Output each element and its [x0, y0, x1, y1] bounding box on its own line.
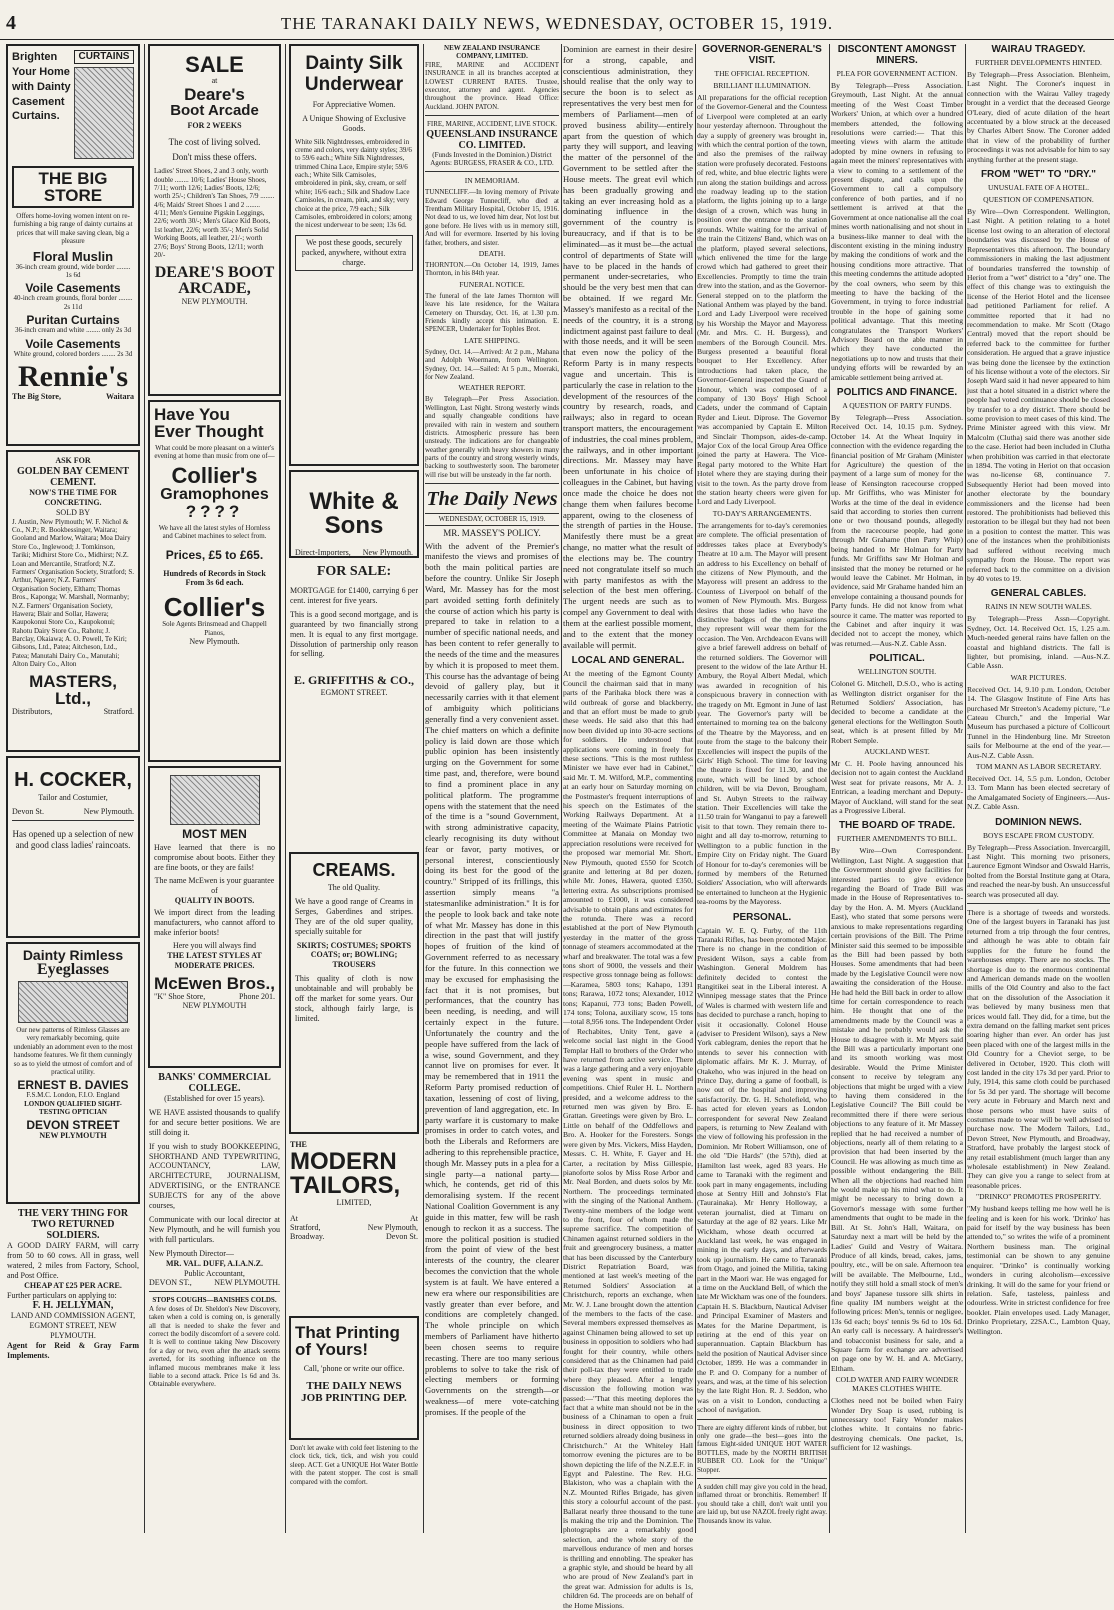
- memoriam-head: IN MEMORIAM.: [464, 176, 520, 186]
- column-rule: [561, 44, 562, 1533]
- collier-town: New Plymouth.: [189, 637, 240, 647]
- griffiths-sale: FOR SALE:: [316, 564, 392, 579]
- creams-head: CREAMS.: [312, 860, 396, 880]
- silk-sub: For Appreciative Women.: [312, 99, 396, 109]
- column-rule: [965, 44, 966, 1533]
- column-rule: [695, 44, 696, 1533]
- mcewen-quality: QUALITY IN BOOTS.: [174, 895, 255, 905]
- tailors-right-2: Devon St.: [386, 1231, 418, 1241]
- qld-text: (Funds Invested in the Dominion.) District Agents: BURGESS, FRASER & CO., LTD.: [430, 150, 554, 167]
- memoriam-text: TUNNECLIFF.—In loving memory of Private Edward George Tunnecliff, who died at Trentham Military Hospital, October 15, 1916. Not dead to us, we loved him dear, Not lost but gone before. He lives with us in memory still, And will for evermore. Inserted by his loving father, brothers, and sister.: [425, 188, 559, 247]
- printing-name: THE DAILY NEWS JOB PRINTING DEP.: [301, 1379, 407, 1404]
- collier-text-1: What could be more pleasant on a winter's evening at home than music from one of—: [154, 444, 275, 461]
- collier-question: ????: [185, 501, 244, 521]
- today-head: TO-DAY'S ARRANGEMENTS.: [712, 508, 812, 518]
- sale-store: Deare's: [184, 84, 245, 104]
- qld-name: QUEENSLAND INSURANCE CO. LIMITED.: [426, 128, 558, 151]
- wet-dry-sub-2: QUESTION OF COMPENSATION.: [983, 195, 1094, 205]
- davies-name: ERNEST B. DAVIES: [17, 1078, 129, 1093]
- creams-text-1: We have a good range of Creams in Serges, Gaberdines and stripes. They are of the old super quality, specially suitable for: [295, 896, 413, 936]
- stops-head: STOPS COUGHS—BANISHES COLDS.: [152, 1296, 277, 1305]
- voile-casements-head: Voile Casements: [25, 281, 121, 296]
- farm-agent: F. H. JELLYMAN,: [32, 1300, 114, 1312]
- drinko-head: "DRINKO" PROMOTES PROSPERITY.: [976, 1192, 1101, 1202]
- auckland-text: Mr C. H. Poole having announced his decision not to again contest the Auckland West seat for private reasons, Mr A. J. Entrican, a leading merchant and Deputy-Mayor of Auckland, will stand for the seat as a Progressive Liberal.: [831, 759, 963, 816]
- college-name: BANKS' COMMERCIAL COLLEGE.: [158, 1072, 271, 1094]
- tom-mann-text: Received Oct. 14, 5.5 p.m. London, October 13. Tom Mann has been elected secretary of the Amalgamated Society of Engineers.—Aus-N.Z. Cable Assn.: [967, 774, 1110, 812]
- collier-text-2: We have all the latest styles of Hornless and Cabinet machines to select from.: [158, 523, 271, 541]
- deare-town: NEW PLYMOUTH.: [181, 297, 248, 307]
- column-rule: [285, 44, 286, 1533]
- dominion-head: DOMINION NEWS.: [995, 816, 1082, 828]
- tailors-and: At: [410, 1213, 418, 1223]
- white-sons-name: White & Sons: [309, 488, 399, 539]
- local-general-text: At the meeting of the Egmont County Council the chairman said that in many parts of the Parihaka block there was a wild outbreak of gorse and blackberry, and that an effort must be made to grub these weeds. He said also that this had now been divided up into 30-acre sections for soldiers. He understood that applications were coming in freely for these sections. "This is the most ruthless Minister we have ever had in Cabinet," said Mr. T. M. Wilford, M.P., commenting at an early hour on Saturday morning on the Postmaster's frequent interruptions of his speech on the Estimates of the Working Railways Department. At a meeting of the Waimate Plains Patriotic Committee at Manaia on Monday two appreciation resolutions were received for the proposed war memorial Mr. Short, New Plymouth, quoted £550 for Scotch granite and lettering at 8d per dozen, while Mr. Jones, Hawera, quoted £350, lettering extra. As subscriptions promised amounted to £1000, it was considered advisable to obtain plans and estimates for the rotunda. There was a record established at the port of New Plymouth yesterday in the matter of the gross tonnage of steamers accommodated at the wharf and breakwater. The total was a few tons short of 9000, the vessels and their respective gross tonnage being as follows:—Karamea, 5803 tons; Kahapo, 1391 tons; Rarawa, 1072 tons; Alexander, 1012 tons; Kapanui, 773 tons; Baden Powell, 174 tons; Tolona, auxiliary scow, 15 tons—total 8,956 tons. The Independent Order of Rechabites, Unity Tent, gave a welcome social last night in the Good Templar Hall to brothers of the Order who have returned from active service. There was a large gathering and a very enjoyable evening was spent in music and competitions. Chief Ruler H. L. Northern presided, and a welcome address to the returned men was given by Bro. E. Grattan. Greetings were given by Bro. L. Little on behalf of the Oddfellows and Bro. A. Hooker for the Foresters. Songs were given by Mrs. Vickers, Miss Hayden, Messrs. C. H. White, F. Gayer and H. Carter, a recitation by Miss Gillespie, pianoforte solos by Miss Rose Arbor and Mr. Neal Borden, and duets solos by Mr. Northern. The proceedings terminated with the singing of the National Anthem. Twenty-nine members of the lodge went to the front, four of whom made the supreme sacrifice. The competition of Chinamen against returned soldiers in the fruit and greengrocery business, a matter that has been discussed by the Canterbury District Repatriation Board, was mentioned at last week's meeting of the Returned Soldiers' Association at Christchurch, reports an exchange, when Mr. W. J. Lane brought down the attention of the members to the facts of the case. Several members expressed themselves as against Chinamen being allowed to set up business in opposition to soldiers who had fought for their country, while others considered that as the Chinamen had paid their poll-tax they were entitled to trade where they pleased. After a lengthy discussion the following motion was passed:—"That this meeting deplores the fact that a white man should not be in the business of a Chinaman to open a fruit business in direct opposition to two returned soldiers already doing business in Christchurch." At the Whiteley Hall tomorrow evening the pictures are to be shown depicting the life of the N.Z.E.F. in Egypt and Palestine. The Rev. H.G. Blakiston, who was a chaplain with the N.Z. Mounted Rifles Brigade, has given this story a colourful account of the past. Ballarat nearly three thousand to the tune is making the trip and the Dominion. The photographs are a remarkably good selection, and the whole story of the marvellous endurance of men and horses is thrilling and ennobling. The speaker has a graphic style, and should be heard by all who are proud of New Zealand's part in the great war. Admission for adults is 1s, children 6d. The proceeds are on behalf of the Home Missions.: [563, 669, 693, 1610]
- griffiths-addr: EGMONT STREET.: [320, 688, 388, 698]
- gg-text: All preparations for the official reception of the Governor-General and the Countess of Liverpool were completed at an early hour yesterday afternoon. Throughout the day a supply of greenery was brought in, with which the central portion of the town, and also the premises of the railway station were profusely decorated. Festoons of red, white, and blue electric lights were run along the station buildings and across the roadway leading up to the station platform, the lights joining up to a large design of a crown, which was hung in position over the entrance to the station grounds. While waiting for the arrival of the train the Citizens' Band, which was on the platform, played several selections, which enlivened the time for the large crowd which had gathered to greet their Excellencies. Promptly to time the train drew into the station, and as the Governor-General stepped on to the platform the National Anthem was played by the band. Lord and Lady Liverpool were received by his Worship the Mayor and Mayoress (Mr. and Mrs. C. H. Burgess), and members of the Borough Council. Mrs. Burgess presented a beautiful floral bouquet to Her Excellency. After introductions had taken place, the Governor-General inspected the Guard of Honour, which was composed of a company of 130 Boys' High School Cadets, under the command of Captain Ryder and Lieut. Diprose. The Governor was accompanied by Captain E. Milton and Sinclair Thompson, aides-de-camp. Major Cox of the local Group Area Office joined the party at Hawera. The Vice-Regal party motored to the White Hart Hotel where they are staying during their visit to the town. As the party drove from the station hearty cheers were given for Lord and Lady Liverpool.: [697, 93, 827, 507]
- farm-apply: Further particulars on applying to:: [7, 1290, 117, 1300]
- political-head: POLITICAL.: [869, 653, 925, 665]
- cement-head: GOLDEN BAY CEMENT: [16, 465, 130, 477]
- floral-muslin-text: 36-inch cream ground, wide border ........ 1s 6d: [15, 262, 131, 279]
- death-text: THORNTON.—On October 14, 1919, James Thornton, in his 84th year.: [425, 261, 559, 278]
- mcewen-styles: THE LATEST STYLES AT MODERATE PRICES.: [167, 951, 262, 970]
- nz-insurance-head: NEW ZEALAND INSURANCE COMPANY, LIMITED.: [444, 44, 540, 61]
- shortage-text: There is a shortage of tweeds and worsteds. One of the largest buyers in Taranaki has just returned from a trip through the four centres, and although he was able to obtain fair supplies for the future he found the warehouses empty. There are no stocks. The shortage is due to the enormous continental and American demands made on the woollen mills of the Old Country and also to the fact that on the dissolution of the Association it was believed by many business men that prices would fall. They did, for a time, but the extra demand on the falling market sent prices soaring higher than ever. An order has just been placed with one of the largest mills in the Old Country for a Cheviot serge, to be delivered in October, 1920. This cloth will cost landed in the city 17s 3d per yard. Prior to July, 1914, this same cloth could be purchased for 5s 3d per yard. The shortage will become very acute in February and March next and those persons who must have suits of costumes made to wear will be well advised to purchase now. The Modern Tailors, Ltd., Devon Street, New Plymouth, and Broadway, Stratford, have probably the largest stock of any retail establishment (much larger than any wholesale establishment) in New Zealand. They can give you a range to select from at reasonable prices.: [967, 908, 1110, 1190]
- davies-head-2: Eyeglasses: [37, 961, 109, 978]
- weather-head: WEATHER REPORT.: [458, 383, 526, 393]
- column-4: [425, 44, 559, 1533]
- sale-head: SALE: [185, 52, 244, 77]
- qld-head: FIRE, MARINE, ACCIDENT, LIVE STOCK.: [426, 120, 558, 129]
- silk-head: Dainty Silk Underwear: [304, 53, 404, 95]
- listen-notice: Don't let awake with cold feet listening to the clock tick, tick, tick, and wish you could sleep. ACT. Get a UNIQUE Hot Water Bottle with the patent stopper. The cost is small compared with the comfort.: [290, 1444, 418, 1486]
- column-6: [697, 44, 827, 1533]
- cocker-text: Has opened up a selection of new and good class ladies' raincoats.: [12, 828, 134, 851]
- cement-now: NOW'S THE TIME FOR CONCRETING.: [29, 487, 117, 507]
- voile-casements-2-text: White ground, colored borders ........ 2s 3d: [13, 349, 133, 358]
- drinko-text: "My husband keeps telling me how well he is feeling and is keen for his work. 'Drinko' has paid for itself by the way business has been attended to," so writes the wife of a prominent Northern business man. The original testimonial can be shown to any genuine enquirer. "Drinko" is continually working wonders in curing alcoholism—excessive drinking. It will do the same for your friend or relation. Safe, tasteless, painless and odourless. Write in strictest confidence for free booklet. Plain envelopes used. Lady Manager, Drinko Proprietary, 22SA.C., Lambton Quay, Wellington.: [967, 1204, 1110, 1336]
- davies-addr: DEVON STREET: [26, 1117, 120, 1132]
- rennie-foot-right: Waitara: [106, 391, 134, 401]
- rennie-curtains-label: CURTAINS: [74, 50, 134, 64]
- voile-casements-2-head: Voile Casements: [25, 336, 121, 351]
- column-rule: [423, 44, 424, 1533]
- curtain-illustration-icon: [74, 67, 134, 159]
- dunlop-text: There are eighty different kinds of rubber, but only one grade—the best—goes into the famous Eight-sided UNIQUE HOT WATER BOTTLES, made by the NORTH BRITISH RUBBER CO. Look for the "Unique" Stopper.: [697, 1423, 827, 1474]
- sale-miss: Don't miss these offers.: [172, 151, 257, 162]
- boys-escape-text: By Telegraph—Press Association. Invercargill, Last Night. This morning two prisoners, Laurence Egmont Windsor and Oswald Harris, bolted from the Borstal Institute gang at Otara, and reached the near-by bush. An unsuccessful search was prosecuted all day.: [967, 842, 1110, 899]
- today-text: The arrangements for to-day's ceremonies are complete. The official presentation of addresses takes place at Everybody's Theatre at 10 a.m. The Mayor will present an address to his Excellency on behalf of the citizens of New Plymouth, and the Mayoress will present an address to the Countess of Liverpool on behalf of the women of New Plymouth. Mrs. Burgess desires that those ladies who have the distinctive badges of the organisations they represent will wear them for the occasion. The Ven. Archdeacon Evans will give a brief farewell address on behalf of the returned soldiers. The Governor will present to the widow of the late Arthur H. Ambury, the Royal Albert Medal, which was awarded in recognition of his conspicuous bravery in connection with the tragedy on Mt. Egmont in June of last year. The Governor's party will be entertained to morning tea on the balcony of the Theatre by the Mayoress, and en route from the stage to the balcony their Excellencies will inspect the pupils of the Girls' High School. The time for leaving the theatre is fixed for 11.30, and the route, which will be lined by school children, will be via Devon, Brougham, and St. Aubyn Streets to the railway station. Their Excellencies will take the 11.50 train for Wanganui to pay a farewell visit to that town. They remain there to-night and all day to-morrow, returning to Wellington to a public function in the Empire City on Friday night. The Guard of Honour for to-day's ceremonies will be formed by members of the Returned Soldiers' Association, who will afterwards be entertained to luncheon at the Hygienic tea-rooms by the Mayoress.: [697, 520, 827, 907]
- tailors-left: Stratford,: [290, 1222, 321, 1232]
- printing-call: Call, 'phone or write our office.: [303, 1364, 405, 1373]
- college-director: New Plymouth Director—: [149, 1248, 234, 1258]
- college-est: (Established for over 15 years).: [164, 1094, 265, 1103]
- miners-sub: PLEA FOR GOVERNMENT ACTION.: [836, 69, 958, 78]
- sale-intro: The cost of living solved.: [168, 136, 261, 147]
- wairau-head: WAIRAU TRAGEDY.: [991, 44, 1086, 55]
- funds-text: By Telegraph—Press Association. Received Oct. 14, 10.15 p.m. Sydney, October 14. At the Wheat Inquiry in connection with the evidence regarding the financial position of Mr Graham (Minister for Agriculture) the question of the payment of a large sum of money for the lease of Kensington racecourse cropped up. Mr Griffiths, who was Minister for Works at the time of the deal in evidence said that according to stories then current one or two thousand pounds, allegedly from the racecourse people, had gone through Mr Grahame (then Party Whip) being handed to Mr Holman for Party funds. Mr Griffiths saw Mr Holman and insisted that the money be returned or he would leave the Cabinet. Mr Holman, in evidence, said Mr Grahame handed him an envelope containing a thousand pounds for Party funds. He did not know from what source it came. The matter was reported to the Cabinet and after inquiry it was decided not to accept the money, which was returned.—Aus-N.Z. Cable Assn.: [831, 413, 963, 648]
- cold-text: A sudden chill may give you cold in the head, inflamed throat or bronchitis. Remember! If you should take a chill, don't wait until you are laid up, but use NAZOL freely right away. Thousands know its value.: [697, 1483, 827, 1525]
- masthead: [0, 0, 1114, 40]
- column-3: [287, 44, 421, 1533]
- cocker-name: H. COCKER,: [14, 769, 132, 791]
- griffiths-text-1: MORTGAGE for £1400, carrying 6 per cent. interest for five years.: [290, 586, 418, 605]
- paper-name: The Daily News: [426, 488, 558, 511]
- davies-quals: F.S.M.C. London, F.I.O. England: [26, 1091, 120, 1100]
- farm-head: THE VERY THING FOR TWO RETURNED SOLDIERS.: [17, 1208, 129, 1241]
- trade-text: By Wire—Own Correspondent. Wellington, Last Night. A suggestion that the Government should give facilities for interested parties to give evidence regarding the Board of Trade Bill was made in the House of Representatives to-day by the Hon. A. M. Myers (Auckland East), who stated that some persons were anxious to make representations regarding certain provisions of the Bill. The Prime Minister said this seemed to be impossible as the Bill had been passed by both Houses. Some amendments that had been made by the Legislative Council were now awaiting the consideration of the House. He had held the Bill back in order to allow time for certain correspondence to reach him. He thought that one of the amendments made by the Council was a mistake and he probably would ask the House to disagree with it. Mr Myers said the Bill was a particularly important one and its smooth working was most desirable. Would the Prime Minister consent to receive by telegram any objections that might be urged with a view to having them considered in the Legislative Council? The Bill could be recommitted there if there were serious objections to any feature of it. Mr Massey replied that he had received a number of objections, nearly all of them relating to a provision that had been inserted by the Council. He was allowing as much time as possible without endangering the Bill. When all the objections had reached him he would make up his mind what to do. It might be necessary to bring down a Governor's message with some further amendments that ought to be made in the Bill. At St. John's Hall, Waitara, on Saturday next a mart will be held by the Ladies' Guild and Vestry of Waitara. Produce of all kinds, bread, cakes, jams, poultry, etc., will be on sale. Afternoon tea will be available. The Melbourne, Ltd., notify they still hold a small stock of men's and boys' Japanese tussore silk shirts in fine quality IM numbers weight at the following prices: Men's, tennis or negligee, 13s 6d each; boys' tennis 9s 6d to 10s 6d. An early call is necessary. A hairdresser's and tobacconist business for sale, and a Square farm for exchange are advertised on page one by W. H. and A. McGarry, Eltham.: [831, 846, 963, 1373]
- silk-underwear-advert: [289, 44, 419, 466]
- cement-head-2: CEMENT.: [50, 476, 96, 488]
- mcewen-advert: [148, 766, 281, 1068]
- local-general-head: LOCAL AND GENERAL.: [571, 655, 685, 667]
- collier-brand: Collier's: [171, 462, 258, 488]
- deare-sale-advert: [148, 44, 281, 396]
- mcewen-name: McEwen Bros.,: [154, 973, 275, 993]
- cocker-advert: [6, 756, 140, 938]
- mcewen-text-4: Here you will always find: [172, 941, 257, 951]
- cement-stockists: J. Austin, New Plymouth; W. F. Nichol & Co., N.P.; R. Bookbessinger, Waitara; Gooland and Marlow, Waitara; Moa Dairy Store Co., Inglewood; J. Tomkinson, Tariki; Midhirst Store Co., Midhirst; N.Z. Loan and Mercantile, Stratford; N.Z. Farmers' Organisation Society, Stratford; S. Arthur, Ngaere; N.Z. Farmers' Organisation Society, Eltham; Thomas Bros., Kaponga; W. Marshall, Normanby; N.Z. Farmers' Organisation Society, Hawera; Blair and Sollar, Hawera; Kaupokonui Store Co., Kaupokonui; Rahotu Dairy Store Co., Rahotu; J. Barclay, Okaiawa; A. O. Powell, Te Kiri; Gibsons, Ltd., Patea; Aitcheson, Ltd., Patea; Manutahi Dairy Co., Manutahi; Alton Dairy Co., Alton: [12, 517, 134, 669]
- creams-uses: SKIRTS; COSTUMES; SPORTS COATS; or; BOWLING; TROUSERS: [296, 940, 412, 970]
- davies-advert: [6, 942, 140, 1204]
- cement-advert: [6, 450, 140, 752]
- rains-text: By Telegraph—Press Assn—Copyright. Sydney, Oct. 14. Received Oct. 15, 1.25 a.m. Much-needed general rains have fallen on the coastal and highland districts. The fall is lighter, but promising, inland. —Aus-N.Z. Cable Assn.: [967, 614, 1110, 671]
- mcewen-text-3: We import direct from the leading manufacturers, who cannot afford to make inferior boots!: [154, 908, 275, 938]
- shipping-text: Sydney, Oct. 14.—Arrived: At 2 p.m., Mahana and Adolph Woermann, from Wellington. Sydney, Oct. 14.—Sailed: At 5 p.m., Moeraki, for New Zealand.: [425, 347, 559, 381]
- trade-sub: FURTHER AMENDMENTS TO BILL.: [836, 834, 958, 844]
- farm-advert: [4, 1208, 142, 1361]
- printing-advert: [289, 1316, 419, 1440]
- college-addr-left: DEVON ST.,: [149, 1278, 192, 1288]
- rennie-offers: Offers home-loving women intent on re-furnishing a big range of dainty curtains at prices that will make saving clean, big a pleasure: [13, 212, 133, 246]
- collier-advert: [148, 400, 281, 762]
- tailors-the: THE: [290, 1140, 307, 1149]
- death-head: DEATH.: [478, 249, 506, 259]
- collier-head-1: Have You: [154, 405, 230, 424]
- boot-illustration-icon: [170, 775, 260, 825]
- wairau-text: By Telegraph—Press Association. Blenheim, Last Night. The Coroner's inquest in connection with the Wairau Valley tragedy brought in a verdict that the deceased George O'Leary, died of acute dilation of the heart accentuated by a blow struck at the deceased by Charles Albert Snow. The Coroner added that in view of the probability of further proceedings it was not advisable for him to say anything further at the present stage.: [967, 70, 1110, 164]
- column-rule: [829, 44, 830, 1533]
- column-7: [831, 44, 963, 1533]
- personal-text: Captain W. E. Q. Furby, of the 11th Taranaki Rifles, has been promoted Major. There is no change in the condition of President Wilson, says a cable from Washington. General Moldrem has definitely decided to contest the Rangitikei seat in the Liberal interest. A Winnipeg message states that the Prince of Wales is charmed with western life and has decided to purchase a ranch, hoping to visit it occasionally. Colonel House (adviser to President Wilson), says a New York cablegram, denies the report that he intends to sever his connection with diplomatic affairs. Mr K. J. Murray, of Otakeho, who was injured in the head on Prince Day, during a game of football, is now out of the hospital and improving satisfactorily. Dr. G. H. Scholefield, who has acted for eleven years as London correspondent for several New Zealand papers, is returning to New Zealand with the view of following his profession in the Dominion. Mr Robert Williamson, one of the old "Die Hards" (the 57th), died at Hamilton last week, aged 83 years. He came to Taranaki with the regiment and took part in many engagements, including those at Sentry Hill and Johnsto's Flat (Taurainaka). Mr Henry Holloway, a veteran journalist, died at Timaru on Saturday at the age of 82 years. Like Mr Wickham, whose death occurred at Auckland last week, he was engaged in mining in the early days, and afterwards took up journalism. He came to Taranaki from Otago, and joined the Militia, taking part in the Maori war. He was engaged for a time on the Auckland Bell, of which the late Mr Wickham was one of the founders. Captain H. S. Blackburn, Nautical Adviser and Principal Examiner of Masters and Mates for the Marine Department, is retiring at the end of this year on superannuation. Captain Blackburn has held the position of Nautical Adviser since October, 1899. He was a commander in the P. and O. Company for a number of years, and was, at the time of his selection by the late Right Hon. R. J. Seddon, who was on a visit to London, conducting a school of navigation.: [697, 925, 827, 1415]
- column-rule: [144, 44, 145, 1533]
- trade-head: THE BOARD OF TRADE.: [838, 820, 956, 832]
- silk-post: We post these goods, securely packed, anywhere, without extra charge.: [295, 235, 413, 271]
- griffiths-advert: [287, 564, 421, 852]
- mcewen-addr-right: Phone 201.: [239, 991, 275, 1001]
- cocker-left: Devon St.: [12, 806, 44, 816]
- griffiths-name: E. GRIFFITHS & CO.,: [293, 673, 414, 688]
- column-1: [4, 44, 142, 1533]
- wet-dry-sub-1: UNUSUAL FATE OF A HOTEL.: [987, 183, 1090, 193]
- college-advert: [146, 1072, 283, 1389]
- modern-tailors-advert: [287, 1140, 421, 1316]
- rennie-headline: Brighten Your Home with Dainty Casement Curtains.: [12, 51, 71, 123]
- wet-dry-head: FROM "WET" TO "DRY.": [980, 169, 1097, 181]
- nz-insurance-text: FIRE, MARINE and ACCIDENT INSURANCE in all its branches accepted at LOWEST CURRENT RATES. Trustee, executor, attorney and agent. Agencies throughout the province. Head Office: Auckland. JOHN PATON.: [425, 60, 559, 111]
- auckland-head: AUCKLAND WEST.: [864, 747, 930, 756]
- puritan-curtains-head: Puritan Curtains: [26, 313, 120, 328]
- tailors-at: At: [290, 1213, 298, 1223]
- policy-head: MR. MASSEY'S POLICY.: [443, 527, 541, 538]
- collier-records: Hundreds of Records in Stock From 3s 6d each.: [163, 568, 266, 588]
- cement-sold: SOLD BY: [55, 507, 90, 517]
- griffiths-text-2: This is a good second mortgage, and is guaranteed by two financially strong men. It is equal to any first mortgage. Dissolution of partnership only reason for selling.: [290, 609, 418, 659]
- collier-product: Gramophones: [160, 485, 269, 503]
- masters-name: MASTERS, Ltd.,: [29, 671, 117, 708]
- college-director-name: MR. VAL. DUFF, A.I.A.N.Z.: [166, 1258, 263, 1268]
- creams-advert: [289, 852, 419, 1134]
- mcewen-town: NEW PLYMOUTH: [182, 1000, 247, 1010]
- printing-head: That Printing of Yours!: [295, 1323, 400, 1359]
- weather-text: By Telegraph—Per Press Association. Wellington, Last Night. Strong westerly winds and squally changeable conditions have prevailed with rain in western and southern districts. Atmospheric pressure has been unsteady. The indications are for changeable weather generally with heavy showers in many parts of the country and strong westerly winds, backing to southwesterly soon. The barometer will rise but will be unsteady in the far north.: [425, 395, 559, 479]
- personal-head: PERSONAL.: [732, 911, 792, 923]
- white-sons-left: Direct-Importers,: [295, 548, 351, 557]
- eyeglasses-illustration-icon: [18, 981, 128, 1023]
- policy-text: With the advent of the Premier's manifesto the views and promises of both the main political parties are before the country. Unlike Sir Joseph Ward, Mr. Massey has for the most part avoided setting forth definitely the course of action which his party is prepared to take in relation to a number of specific national needs, and has been content to refer generally to the needs of the time and the measures by which it is proposed to meet them. This course has the advantage of being devoid of gallery play, but it necessarily carries with it that element of ambiguity which politicians generally find a very convenient asset. The chief matters on which a definite policy is laid down are those which public opinion has been insistently urging on the Government for some time past, and, therefore, were bound to find a prominent place in any political platform. The programme opens with the statement that the need of the time is a "sound Government, with strong administrative capacity, clearly recognising its duty without fear or favor, party motives, or personal interest, conscientiously doing its best for the good of the country." Stripped of its frillings, this assertion simply means "a statesmanlike administration." It is for the people to look back and take note of what Mr. Massey has done in this direction in the past that will justify hopes of fruition of the kind of Government referred to as necessary for the future. In this connection we may be excused for emphasising the fact that it is not promises, but performances, that the country has been needing, is needing, and will certainly expect in the future. Unfortunately the country and the people have suffered from the lack of a wise, sound Government, and they cannot live on promises for ever. It may be remembered that in 1911 the Reform Party promised reduction of taxation, lessening of cost of living, prevention of land aggregation, etc. In party warfare it is customary to make promises in order to catch votes, and both the Liberals and Reformers are adhering to this reprehensible practice, though Mr. Massey puts in a plea for a single party—a national party—which, he contends, get rid of this demoralising system. If the recent National Coalition Government is any guide in this matter, few will be rash enough to reckon it as a success. The more the political position is studied from the point of view of the best interests of the country, the clearer becomes the conviction that the whole system is at fault. We have entered a new era where our responsibilities are vastly greater than ever before, and conditions are completely changed. The whole principle on which members of Parliament have hitherto been chosen seems to require recasting. There are too many serious problems to solve to take the risk of electing members or forming Governments on the strength—or weakness—of mere vote-catching promises. If the people of the: [425, 540, 559, 1417]
- rennie-advert: [6, 44, 140, 446]
- mcewen-addr-left: "K" Shoe Store,: [154, 991, 206, 1001]
- funeral-text: The funeral of the late James Thornton will leave his late residence, for the Waitara Cemetery on Thursday, Oct. 16, at 1.30 p.m. Friends kindly accept this intimation. E. SPENCER, Undertaker for Tophles Brot.: [425, 291, 559, 334]
- wellington-text: Colonel G. Mitchell, D.S.O., who is acting as Wellington district organiser for the Returned Soldiers' Association, has decided to become a candidate at the general elections for the Wellington South seat, which is at present filled by Mr Robert Semple.: [831, 679, 963, 745]
- gg-head: GOVERNOR-GENERAL'S VISIT.: [702, 44, 822, 66]
- gg-sub-1: THE OFFICIAL RECEPTION.: [714, 69, 810, 78]
- mcewen-text-2: The name McEwen is your guarantee of: [154, 875, 275, 895]
- farm-agent-2: LAND AND COMMISSION AGENT, EGMONT STREET, NEW PLYMOUTH.: [10, 1311, 136, 1341]
- davies-text: Our new patterns of Rimless Glasses are very remarkably becoming, quite undeniably an adornment even to the most handsome features. We fit them cunningly so as to yield the utmost of comfort and of practical utility.: [13, 1026, 133, 1076]
- college-text-3: Communicate with our local director at New Plymouth, and he will furnish you with full particulars.: [149, 1214, 280, 1244]
- college-text-1: WE HAVE assisted thousands to qualify for and secure better positions. We are still doing it.: [149, 1107, 280, 1137]
- shipping-head: LATE SHIPPING.: [464, 335, 520, 345]
- farm-text: A GOOD DAIRY FARM, will carry from 50 to 60 cows. All in grass, well watered, 2 miles from Factory, School, and Post Office.: [7, 1241, 139, 1280]
- policy-continued: Dominion are earnest in their desire for a strong, capable, and conscientious administration, they should realise that the only way to secure the boon is to select as representatives the very best men for members of Parliament—men of proved business ability—entirely apart from the question of which party they will support, and leaving the matter of the personnel of the Government to be settled after the House meets. The great evil which has been gradually growing and taking an ever increasing hold as a dominating influence in the government of the country is bureaucracy, and if that is to be eliminated—as it must be—the actual control of departments of State will have to be placed in the hands of permanent under-secretaries, who should be the very best men that can be obtained. If we regard Mr. Massey's manifesto as a recital of the needs of the country, it is a strong indictment against past failure to deal with those needs, and it will be seen that even now the policy of the Reform Party is in many respects vague and uncertain. This is particularly the case in relation to the development of the resources of the country by research, roads, and railways; also in regard to ocean transport matters, the encouragement of industries, the coal mines problem, the railways, and in other important directions. Mr. Massey may have been unfortunate in his choice of colleagues in the Cabinet, but having once made the choice he does not change them when failures become apparent, owing to the closeness of the strength of parties in the House. Manifestly there must be a great change, no matter what the result of the elections may be. The country need not congratulate itself so much with party manifestos as with the selection of the best men offering. The urgent needs are such as to compel any Government to deal with them at the earliest possible moment, and to the extent that the money available will permit.: [563, 44, 693, 650]
- politics-head: POLITICS AND FINANCE.: [836, 387, 958, 398]
- tailors-left-2: Broadway.: [290, 1231, 325, 1241]
- page-number: 4: [6, 12, 16, 34]
- collier-name: Collier's: [163, 592, 266, 623]
- deare-name: DEARE'S BOOT ARCADE,: [154, 264, 275, 298]
- college-addr-right: NEW PLYMOUTH.: [214, 1278, 280, 1288]
- tailors-ltd: LIMITED,: [336, 1197, 372, 1207]
- collier-agents: Sole Agents Brinsmead and Chappell Pianos,: [162, 620, 267, 637]
- davies-head: Dainty Rimless: [22, 947, 124, 963]
- sale-weeks: FOR 2 WEEKS: [187, 120, 242, 130]
- sale-store-2: Boot Arcade: [170, 101, 259, 119]
- column-8: [967, 44, 1110, 1533]
- mcewen-text-1: Have learned that there is no compromise about boots. Either they are fine boots, or they are fails!: [154, 843, 275, 872]
- rennie-name: Rennie's: [17, 359, 128, 393]
- rennie-foot-left: The Big Store,: [12, 391, 61, 401]
- cement-ask: ASK FOR: [55, 456, 91, 465]
- column-2: [146, 44, 283, 1533]
- wellington-head: WELLINGTON SOUTH.: [857, 667, 937, 677]
- college-director-title: Public Accountant,: [184, 1268, 245, 1278]
- wet-dry-text: By Wire—Own Correspondent. Wellington, Last Night. A petition relating to a hotel license lost owing to an alteration of electoral boundaries was discussed by the House of Representatives this afternoon. The boundary commissioners in making the last adjustment of boundaries transferred the township of Heriot from a "wet" district to a "dry" one. The effect of this change was to extinguish the license of the Heriot Hotel and the licensee had petitioned Parliament for relief. A committee reported that it had no recommendation to make. Mr Scott (Otago Central) moved that the report should be referred back to the committee for further consideration. He argued that a grave injustice was being done the licensee by the extinction of his license without a vote of the electors. Sir Joseph Ward said it had never appeared to him just that a hotel situated in a district where the people had voted continuance should be closed by transfer to a dry district. There should be some provision to meet cases of this kind. The Prime Minister agreed with this view. Mr Malcolm (Clutha) said there was another side to the case. Heriot had been included in Clutha when prohibition was carried in that electorate in 1894. The voting in Heriot on that occasion was no-license 68, continuance 7. Subsequently Heriot had been moved into another electorate by the boundary commissioners and the license had been restored. The prohibitionists had believed this restoration to be illegal but they had not been in a position to contest the matter. This was one of the instances when the prohibitionists had suffered without receiving much sympathy from the House. The report was referred back to the committee on a division by 40 votes to 19.: [967, 207, 1111, 583]
- war-pictures-head: WAR PICTURES.: [1010, 672, 1067, 682]
- davies-sub: LONDON QUALIFIED SIGHT-TESTING OPTICIAN: [24, 1099, 122, 1117]
- column-5: [563, 44, 693, 1610]
- cables-head: GENERAL CABLES.: [990, 588, 1087, 600]
- davies-town: NEW PLYMOUTH: [39, 1130, 107, 1140]
- masters-right: Stratford.: [103, 706, 134, 716]
- cocker-right: New Plymouth.: [83, 806, 134, 816]
- newspaper-title: THE TARANAKI DAILY NEWS, WEDNESDAY, OCTOBER 15, 1919.: [280, 14, 834, 33]
- fairy-text: Clothes need not be boiled when Fairy Wonder Dry Soap is used, rubbing is unnecessary too! Fairy Wonder makes clothes white. It contains no fabric-destroying chemicals. One packet, 1s, sufficient for 12 washings.: [831, 1396, 963, 1453]
- farm-price: CHEAP AT £25 PER ACRE.: [24, 1280, 122, 1290]
- puritan-curtains-text: 36-inch cream and white ........ only 2s 3d: [14, 326, 132, 335]
- silk-items: White Silk Nightdresses, embroidered in creme and colors, very dainty styles; 39/6 to 59/6 each.; White Silk Nightdresses, trimmed China Lace, Empire style; 59/6 each.; White Silk Camisoles, embroidered in pink, sky, cream, or self white; 16/6 each.; Silk and Shadow Lace Camisoles, in cream, pink, and sky; very choice at the price, 7/9 each.; Silk Camisoles, embroidered in colors; among the nicest underwear to be seen; 13s 6d.: [295, 137, 412, 230]
- boys-escape-head: BOYS ESCAPE FROM CUSTODY.: [982, 830, 1094, 840]
- floral-muslin-head: Floral Muslin: [32, 248, 114, 264]
- tailors-right: New Plymouth,: [367, 1222, 418, 1232]
- creams-text-2: This quality of cloth is now unobtainable and will probably be off the market for some years. Our stock, although fairly large, is limited.: [295, 974, 413, 1023]
- tom-mann-head: TOM MANN AS LABOR SECRETARY.: [975, 762, 1102, 771]
- stops-text: A few doses of Dr. Sheldon's New Discovery, taken when a cold is coming on, is generally all that is needed to shake the fever and correct the bodily discomfort of a severe cold. It is well to continue taking New Discovery for a day or two, even after the attack seems averted, for its soothing influence on the inflamed mucous membranes make it less liable to a second attack. Price 1s 6d and 3s. Obtainable everywhere.: [149, 1304, 280, 1389]
- miners-head: DISCONTENT AMONGST MINERS.: [837, 44, 957, 66]
- tailors-head: MODERN TAILORS,: [290, 1147, 401, 1199]
- miners-text: By Telegraph—Press Association. Greymouth, Last Night. At the annual meeting of the West Coast Timber Workers' Union, at which over a hundred members attended, the following resolutions were carried:— That this meeting views with alarm the attitude adopted by mine owners in refusing to again meet the miners' representatives with a view to coming to a settlement of the present dispute, and calls upon the Government to call a compulsory conference of both parties, and if no settlement is arrived at that the Government at once nationalise all the coal mines worth nationalising and not shout in a business-like manner to deal with the discontent existing in the mining industry by making the conditions of work and the housing conditions more attractive. That this meeting condemns the attitude adopted by the coal owners, who seem by this meeting to have the backing of the Government, in trying to force industrial trouble in the hope of gaining some political advantage. That this meeting congratulates the Transport Workers' Advisory Board on the able manner in which they have conducted the negotiations up to now and trusts that their undying efforts will be rewarded by an amicable settlement being arrived at.: [831, 81, 963, 382]
- paper-date: WEDNESDAY, OCTOBER 15, 1919.: [425, 513, 559, 525]
- collier-head-2: Ever Thought: [154, 422, 264, 441]
- voile-casements-text: 40-inch cream grounds, floral border ........ 2s 11d: [13, 294, 133, 311]
- silk-intro: A Unique Showing of Exclusive Goods.: [302, 113, 406, 133]
- sale-items: Ladies' Street Shoes, 2 and 3 only, worth double ........ 10/6; Ladies' House Shoes, 7/11; worth 12/6; Ladies' Boots, 12/6; worth 25/-; Children's Tan Shoes, 7/9 ........ 4/6; Maids' Street Shoes 1 and 2 ........ 4/11; Men's Genuine Pigskin Leggings, 22/6; worth 30/-; Men's Glace Kid Boots, 1st leather, 22/6; worth 35/-; Men's Solid Working Boots, all leather, 21/-; worth 27/6; Boys' Strong Boots, 12/11; worth 20/-: [154, 167, 275, 260]
- white-sons-right: New Plymouth.: [362, 548, 413, 557]
- collier-prices: Prices, £5 to £65.: [165, 547, 264, 562]
- funds-head: A QUESTION OF PARTY FUNDS.: [842, 401, 952, 410]
- wairau-sub: FURTHER DEVELOPMENTS HINTED.: [975, 58, 1102, 67]
- college-text-2: If you wish to study BOOKKEEPING, SHORTHAND AND TYPEWRITING, ACCOUNTANCY, LAW, ARCHITECTURE, JOURNALISM, ADVERTISING, or the ENTRANCE SUBJECTS for any of the above courses,: [149, 1141, 280, 1211]
- white-sons-advert: [289, 470, 419, 558]
- masters-left: Distributors,: [12, 706, 53, 716]
- farm-foot: Agent for Reid & Gray Farm Implements.: [7, 1341, 139, 1361]
- big-store-logo: THE BIG STORE: [12, 166, 134, 208]
- sale-at: at: [211, 76, 218, 85]
- funeral-head: FUNERAL NOTICE.: [459, 279, 525, 289]
- mcewen-head: MOST MEN: [182, 827, 247, 841]
- cocker-sub: Tailor and Costumier,: [38, 793, 108, 802]
- gg-sub-2: BRILLIANT ILLUMINATION.: [713, 81, 811, 90]
- war-pictures-text: Received Oct. 14, 9.10 p.m. London, October 14. The Glasgow Institute of Fine Arts has purchased Mr Streeton's Academy picture, "Le Cateau Church," and the Imperial War Museum has purchased a picture of Collicourt Tunnel in the Hindenburg line. Mr Streeton sails for Melbourne at the end of the year.—Aus-N.Z. Cable Assn.: [967, 684, 1110, 760]
- rains-head: RAINS IN NEW SOUTH WALES.: [985, 602, 1092, 612]
- fairy-head: COLD WATER AND FAIRY WONDER MAKES CLOTHES WHITE.: [835, 1375, 959, 1394]
- creams-sub: The old Quality.: [327, 883, 381, 892]
